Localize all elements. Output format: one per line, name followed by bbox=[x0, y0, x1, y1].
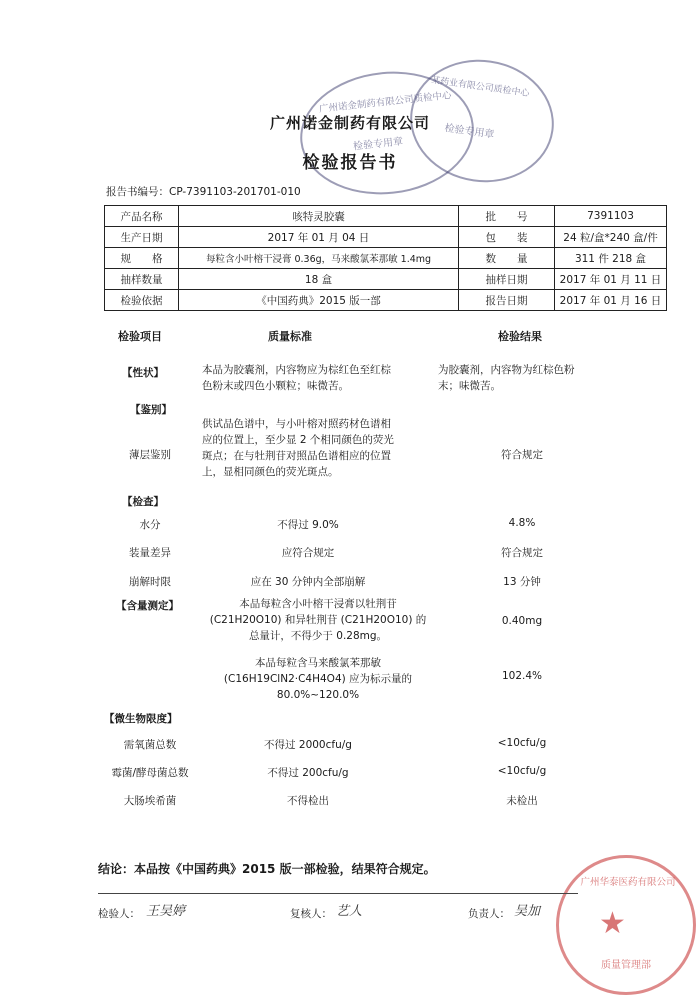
microbial-result: 未检出 bbox=[506, 795, 538, 807]
column-header-standard: 质量标准 bbox=[268, 330, 312, 343]
standard-line: 总量计，不得少于 0.28mg。 bbox=[248, 630, 388, 642]
standard-line: 80.0%~120.0% bbox=[276, 689, 360, 701]
appearance-standard bbox=[202, 362, 391, 394]
sampling-date-label: 抽样日期 bbox=[459, 269, 555, 290]
section-inspection: 【检查】 bbox=[122, 496, 164, 508]
quality-dept-stamp bbox=[556, 855, 696, 995]
divider bbox=[98, 893, 578, 894]
report-number bbox=[106, 184, 301, 199]
assay-result-b: 102.4% bbox=[501, 670, 543, 682]
inspector-signature: 王吴婷 bbox=[146, 904, 186, 919]
table-row bbox=[105, 227, 667, 248]
basis-label: 检验依据 bbox=[105, 290, 179, 311]
stamp-subtext: 质量管理部 bbox=[601, 960, 651, 971]
stamp-text: 广州华泰医药有限公司 bbox=[580, 877, 676, 888]
report-number-label: 报告书编号： bbox=[106, 186, 169, 198]
packaging-label: 包 装 bbox=[459, 227, 555, 248]
batch-label: 批 号 bbox=[459, 206, 555, 227]
stamp-subtext: 检验专用章 bbox=[443, 122, 495, 141]
column-header-result: 检验结果 bbox=[498, 330, 542, 343]
microbial-item: 大肠埃希菌 bbox=[123, 795, 177, 807]
conclusion: 结论：本品按《中国药典》2015 版一部检验，结果符合规定。 bbox=[98, 862, 436, 876]
reviewer-signature: 艺人 bbox=[336, 904, 363, 919]
production-date: 2017 年 01 月 04 日 bbox=[179, 227, 459, 248]
spec-label: 规 格 bbox=[105, 248, 179, 269]
standard-line: 本品每粒含小叶榕干浸膏以牡荆苷 bbox=[239, 598, 397, 610]
column-header-item: 检验项目 bbox=[118, 330, 162, 343]
product-name: 咳特灵胶囊 bbox=[179, 206, 459, 227]
report-date-label: 报告日期 bbox=[459, 290, 555, 311]
inspection-item: 水分 bbox=[139, 519, 161, 531]
company-name: 广州诺金制药有限公司 bbox=[269, 114, 430, 132]
inspector-label: 检验人： bbox=[98, 908, 140, 920]
spec: 每粒含小叶榕干浸膏 0.36g，马来酸氯苯那敏 1.4mg bbox=[179, 248, 459, 269]
standard-line: (C16H19ClN2·C4H4O4) 应为标示量的 bbox=[223, 673, 413, 685]
standard-line: 上，显相同颜色的荧光斑点。 bbox=[202, 466, 339, 478]
sample-qty-label: 抽样数量 bbox=[105, 269, 179, 290]
report-number-value: CP-7391103-201701-010 bbox=[169, 186, 301, 198]
inspection-item: 崩解时限 bbox=[129, 576, 171, 588]
microbial-standard: 不得过 2000cfu/g bbox=[264, 739, 352, 751]
responsible-signature: 吴加 bbox=[514, 904, 541, 919]
table-row bbox=[105, 269, 667, 290]
assay-standard-a bbox=[208, 596, 428, 644]
inspection-item: 装量差异 bbox=[129, 547, 171, 559]
product-name-label: 产品名称 bbox=[105, 206, 179, 227]
microbial-result: <10cfu/g bbox=[497, 765, 547, 777]
microbial-result: <10cfu/g bbox=[497, 737, 547, 749]
standard-line: 本品为胶囊剂，内容物应为棕红色至红棕 bbox=[202, 364, 391, 376]
table-row bbox=[105, 248, 667, 269]
responsible-label: 负责人： bbox=[468, 908, 510, 920]
star-icon: ★ bbox=[599, 906, 626, 941]
section-assay: 【含量测定】 bbox=[116, 600, 179, 612]
microbial-item: 需氧菌总数 bbox=[123, 739, 177, 751]
standard-line: 应的位置上，至少显 2 个相同颜色的荧光 bbox=[202, 434, 394, 446]
sample-qty: 18 盒 bbox=[179, 269, 459, 290]
inspection-result: 13 分钟 bbox=[503, 576, 541, 588]
standard-line: (C21H20O10) 和异牡荆苷 (C21H20O10) 的 bbox=[209, 614, 427, 626]
result-line: 末；味微苦。 bbox=[438, 380, 501, 392]
product-info-table bbox=[104, 205, 667, 311]
section-microbial: 【微生物限度】 bbox=[104, 713, 178, 725]
stamp-text: 某药业有限公司质检中心 bbox=[430, 75, 530, 100]
section-appearance: 【性状】 bbox=[122, 367, 164, 379]
assay-result-a: 0.40mg bbox=[501, 615, 543, 627]
microbial-standard: 不得检出 bbox=[287, 795, 329, 807]
document-title: 检验报告书 bbox=[302, 153, 398, 173]
microbial-standard: 不得过 200cfu/g bbox=[267, 767, 349, 779]
section-identification: 【鉴别】 bbox=[130, 404, 172, 416]
batch-number: 7391103 bbox=[555, 206, 667, 227]
standard-line: 本品每粒含马来酸氯苯那敏 bbox=[255, 657, 381, 669]
quantity-label: 数 量 bbox=[459, 248, 555, 269]
assay-standard-b bbox=[208, 655, 428, 703]
reviewer-label: 复核人： bbox=[290, 908, 332, 920]
inspection-result: 符合规定 bbox=[501, 547, 543, 559]
inspection-standard: 应符合规定 bbox=[281, 547, 335, 559]
result-line: 为胶囊剂，内容物为红棕色粉 bbox=[438, 364, 575, 376]
inspection-standard: 应在 30 分钟内全部崩解 bbox=[250, 576, 366, 588]
table-row bbox=[105, 206, 667, 227]
tlc-item: 薄层鉴别 bbox=[129, 449, 171, 461]
table-row bbox=[105, 290, 667, 311]
inspection-standard: 不得过 9.0% bbox=[277, 519, 339, 531]
tlc-standard bbox=[202, 416, 394, 480]
packaging: 24 粒/盒*240 盒/件 bbox=[555, 227, 667, 248]
standard-line: 供试品色谱中，与小叶榕对照药材色谱相 bbox=[202, 418, 391, 430]
tlc-result: 符合规定 bbox=[501, 449, 543, 461]
stamp-text: 广州诺金制药有限公司质检中心 bbox=[318, 90, 453, 115]
standard-line: 斑点；在与牡荆苷对照品色谱相应的位置 bbox=[202, 450, 391, 462]
production-date-label: 生产日期 bbox=[105, 227, 179, 248]
report-date: 2017 年 01 月 16 日 bbox=[555, 290, 667, 311]
basis: 《中国药典》2015 版一部 bbox=[179, 290, 459, 311]
appearance-result bbox=[438, 362, 575, 394]
standard-line: 色粉末或四色小颗粒；味微苦。 bbox=[202, 380, 349, 392]
quantity: 311 件 218 盒 bbox=[555, 248, 667, 269]
sampling-date: 2017 年 01 月 11 日 bbox=[555, 269, 667, 290]
microbial-item: 霉菌/酵母菌总数 bbox=[111, 767, 189, 779]
stamp-subtext: 检验专用章 bbox=[352, 136, 404, 153]
inspection-result: 4.8% bbox=[508, 517, 536, 529]
